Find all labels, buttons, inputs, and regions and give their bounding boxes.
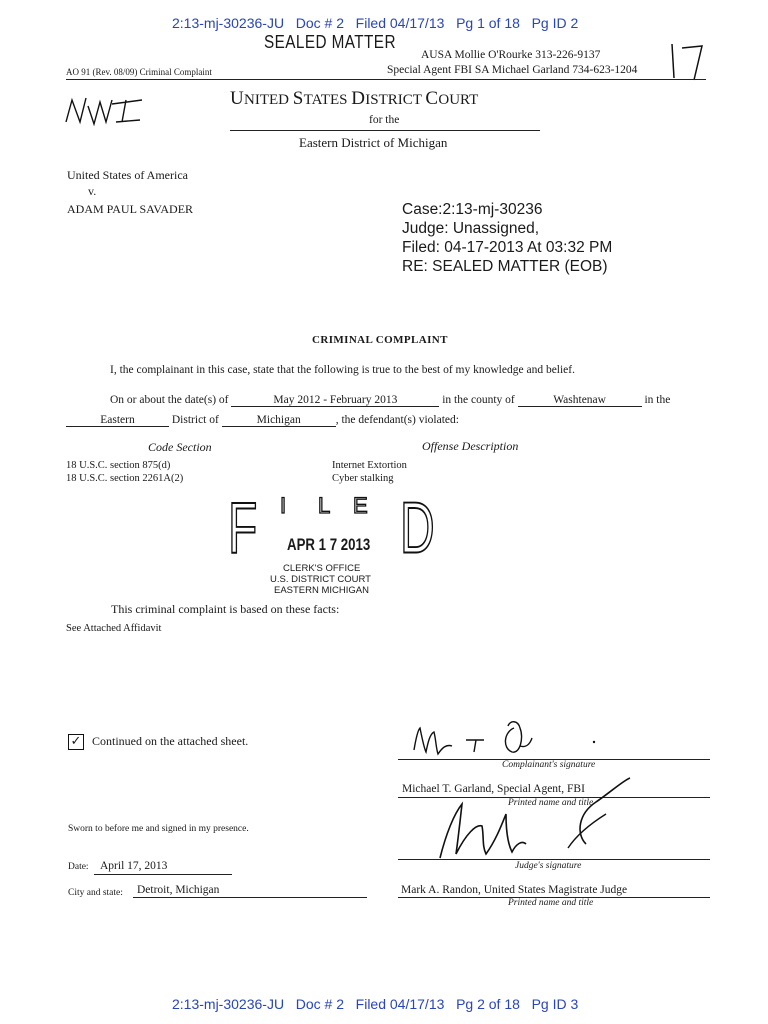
- county: Washtenaw: [518, 394, 642, 407]
- ecf-header: [172, 15, 578, 31]
- form-id-rule: [66, 79, 706, 80]
- us-district-court: U.S. DISTRICT COURT: [270, 574, 371, 585]
- case-re: RE: SEALED MATTER (EOB): [402, 258, 608, 275]
- versus: v.: [88, 184, 97, 198]
- state: Michigan: [222, 414, 336, 427]
- for-the: for the: [369, 114, 400, 126]
- code-section-header: Code Section: [148, 440, 212, 454]
- city-label: City and state:: [68, 888, 123, 898]
- judge-signature-label: Judge's signature: [515, 861, 582, 871]
- date-label: Date:: [68, 862, 89, 872]
- ecf-footer-filed: Filed 04/17/13: [355, 996, 445, 1012]
- judge-name-label: Printed name and title: [508, 898, 594, 908]
- eastern-michigan: EASTERN MICHIGAN: [274, 585, 370, 596]
- filed-date: APR 1 7 2013: [287, 535, 371, 554]
- ecf-footer-case: 2:13-mj-30236-JU: [172, 996, 285, 1012]
- complainant-name-label: Printed name and title: [508, 798, 594, 808]
- judge-signature: [426, 774, 646, 866]
- violated: , the defendant(s) violated:: [335, 414, 459, 426]
- district-line: [66, 414, 459, 427]
- date-line-rule: [94, 874, 232, 875]
- judge-signature-line: [398, 859, 710, 860]
- continued-checkbox[interactable]: ✓: [68, 734, 84, 750]
- filed-letter-d: D: [400, 489, 435, 569]
- in-the: in the: [644, 394, 671, 406]
- facts-intro: This criminal complaint is based on these facts:: [111, 602, 340, 616]
- offense-row-2: Cyber stalking: [332, 473, 394, 484]
- filed-letter-e: E: [353, 493, 368, 518]
- ecf-doc: Doc # 2: [295, 15, 344, 31]
- ecf-footer-doc: Doc # 2: [295, 996, 344, 1012]
- filed-letter-l: L: [318, 493, 331, 518]
- agent-contact: Special Agent FBI SA Michael Garland 734-623-1204: [387, 64, 638, 76]
- plaintiff: United States of America: [67, 168, 188, 182]
- filed-letter-i: I: [280, 493, 287, 518]
- case-number: Case:2:13-mj-30236: [402, 201, 543, 218]
- code-row-2: 18 U.S.C. section 2261A(2): [66, 473, 184, 484]
- ecf-case: 2:13-mj-30236-JU: [172, 15, 285, 31]
- complainant-name: Michael T. Garland, Special Agent, FBI: [402, 783, 585, 795]
- city-line-rule: [133, 897, 367, 898]
- date-prefix: On or about the date(s) of: [110, 394, 229, 406]
- case-filed: Filed: 04-17-2013 At 03:32 PM: [402, 239, 613, 256]
- district-direction: Eastern: [66, 414, 169, 427]
- date-value: April 17, 2013: [100, 860, 168, 872]
- handwritten-number-17: [668, 40, 708, 82]
- handwritten-initials: [64, 92, 144, 130]
- facts-text: See Attached Affidavit: [66, 623, 162, 634]
- continued-label: Continued on the attached sheet.: [92, 734, 249, 748]
- district-rule: [230, 130, 540, 131]
- ecf-footer-page: Pg 2 of 18: [456, 996, 520, 1012]
- judge-name: Mark A. Randon, United States Magistrate Judge: [401, 884, 628, 896]
- ecf-filed: Filed 04/17/13: [355, 15, 445, 31]
- district-of: District of: [171, 414, 219, 426]
- county-prefix: in the county of: [442, 394, 515, 406]
- offense-description-header: Offense Description: [422, 439, 519, 453]
- code-row-1: 18 U.S.C. section 875(d): [66, 460, 171, 471]
- filed-letter-f: F: [228, 489, 258, 569]
- ecf-footer-pg-id: Pg ID 3: [531, 996, 579, 1012]
- defendant: ADAM PAUL SAVADER: [67, 202, 194, 216]
- date-range: May 2012 - February 2013: [231, 394, 439, 407]
- ecf-footer: [172, 996, 578, 1012]
- offense-row-1: Internet Extortion: [332, 460, 407, 471]
- complaint-statement: I, the complainant in this case, state that the following is true to the best of my knowledge and belief.: [110, 364, 575, 376]
- ecf-pg-id: Pg ID 2: [531, 15, 579, 31]
- complaint-title: CRIMINAL COMPLAINT: [312, 334, 448, 346]
- sealed-matter-stamp: SEALED MATTER: [264, 32, 396, 52]
- court-name: UNITED STATES DISTRICT COURT: [230, 88, 479, 109]
- sworn-statement: Sworn to before me and signed in my presence.: [68, 824, 249, 834]
- ausa-contact: AUSA Mollie O'Rourke 313-226-9137: [421, 49, 601, 61]
- complainant-signature-label: Complainant's signature: [502, 760, 596, 770]
- city-value: Detroit, Michigan: [137, 884, 220, 896]
- complainant-signature: [408, 708, 608, 764]
- ecf-page: Pg 1 of 18: [456, 15, 520, 31]
- form-id: AO 91 (Rev. 08/09) Criminal Complaint: [66, 67, 212, 77]
- court-district: Eastern District of Michigan: [299, 135, 448, 150]
- case-judge: Judge: Unassigned,: [402, 220, 540, 237]
- date-line: [110, 394, 670, 407]
- clerks-office: CLERK'S OFFICE: [283, 563, 361, 574]
